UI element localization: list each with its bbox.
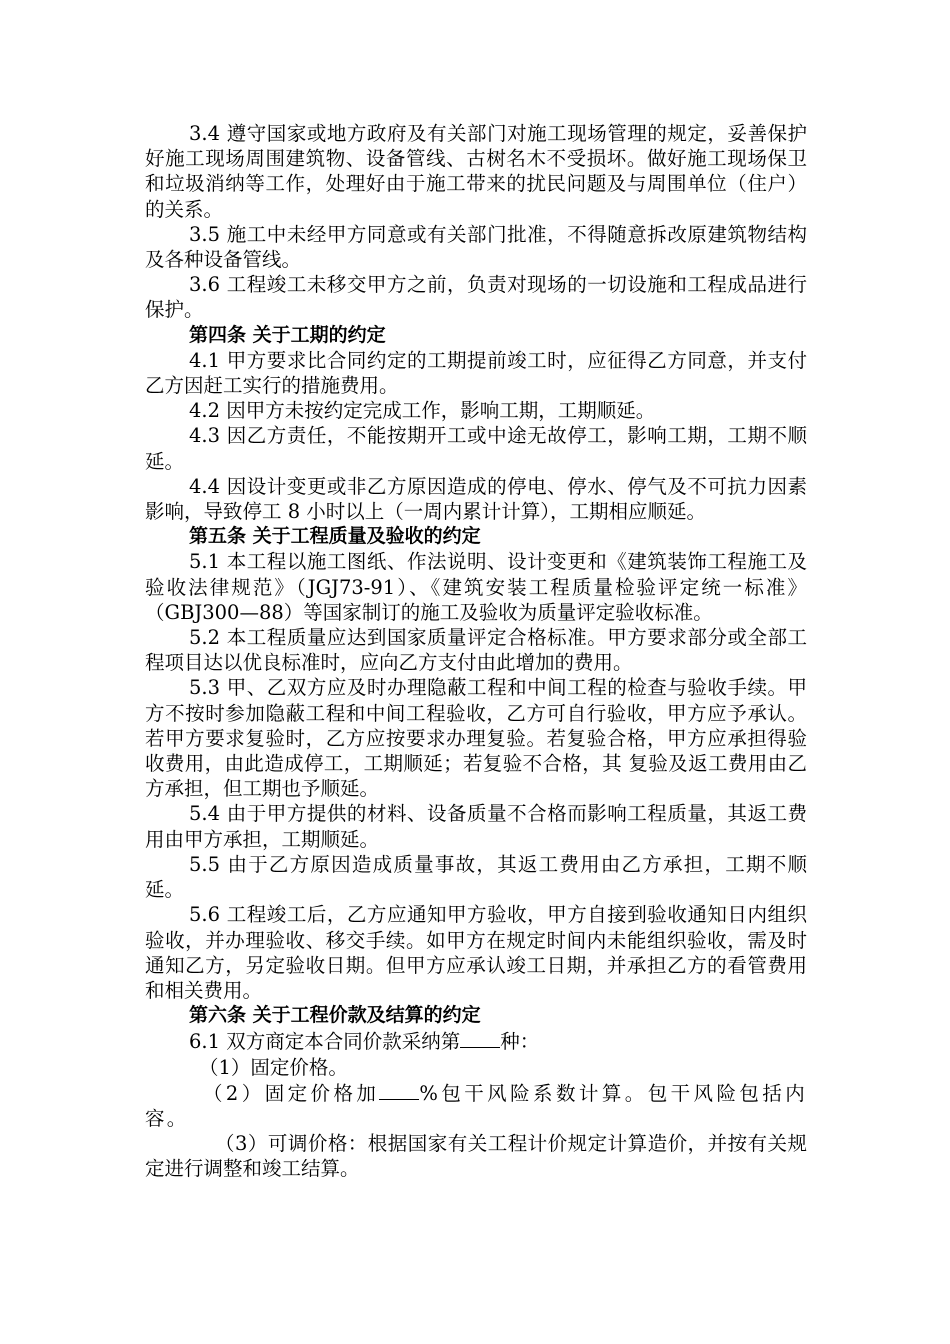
clause-3-5: 3.5 施工中未经甲方同意或有关部门批准，不得随意拆改原建筑物结构及各种设备管线。	[145, 222, 807, 272]
clause-5-6: 5.6 工程竣工后，乙方应通知甲方验收，甲方自接到验收通知日内组织验收，并办理验收、移交手续。如甲方在规定时间内未能组织验收，需及时通知乙方，另定验收日期。但甲方应承认竣工日期，并承担乙方的看管费用和相关费用。	[145, 903, 807, 1002]
clause-5-3: 5.3 甲、乙双方应及时办理隐蔽工程和中间工程的检查与验收手续。甲方不按时参加隐蔽工程和中间工程验收，乙方可自行验收，甲方应予承认。若甲方要求复验时，乙方应按要求办理复验。若复验合格，甲方应承担得验收费用，由此造成停工，工期顺延；若复验不合格，其 复验及返工费用由乙方承担，但工期也予顺延。	[145, 676, 807, 801]
clause-6-1-suffix: 种：	[500, 1030, 540, 1054]
fill-in-blank[interactable]	[379, 1080, 419, 1100]
article-6-heading: 第六条 关于工程价款及结算的约定	[189, 1004, 481, 1027]
price-option-2	[145, 1080, 807, 1131]
article-5-heading: 第五条 关于工程质量及验收的约定	[189, 525, 481, 548]
clause-5-2: 5.2 本工程质量应达到国家质量评定合格标准。甲方要求部分或全部工程项目达以优良标准时，应向乙方支付由此增加的费用。	[145, 626, 807, 675]
document-page	[145, 121, 807, 1182]
clause-4-4: 4.4 因设计变更或非乙方原因造成的停电、停水、停气及不可抗力因素影响，导致停工 8 小时以上（一周内累计计算），工期相应顺延。	[145, 474, 807, 524]
clause-4-1: 4.1 甲方要求比合同约定的工期提前竣工时，应征得乙方同意，并支付乙方因赶工实行的措施费用。	[145, 348, 807, 398]
clause-3-4: 3.4 遵守国家或地方政府及有关部门对施工现场管理的规定，妥善保护好施工现场周围建筑物、设备管线、古树名木不受损坏。做好施工现场保卫和垃圾消纳等工作，处理好由于施工带来的扰民问题及与周围单位（住户）的关系。	[145, 122, 807, 221]
clause-5-5: 5.5 由于乙方原因造成质量事故，其返工费用由乙方承担，工期不顺延。	[145, 852, 807, 902]
clause-3-6: 3.6 工程竣工未移交甲方之前，负责对现场的一切设施和工程成品进行保护。	[145, 273, 807, 322]
clause-4-3: 4.3 因乙方责任，不能按期开工或中途无故停工，影响工期，工期不顺延。	[145, 424, 807, 473]
price-option-2-suffix: %包干风险系数计算。包干风险包括内容。	[145, 1081, 807, 1130]
price-option-3: （3）可调价格：根据国家有关工程计价规定计算造价，并按有关规定进行调整和竣工结算。	[145, 1132, 807, 1181]
price-option-1: （1）固定价格。	[199, 1055, 348, 1079]
price-option-2-text: （2）固定价格加	[203, 1081, 380, 1105]
clause-4-2: 4.2 因甲方未按约定完成工作，影响工期，工期顺延。	[189, 399, 656, 423]
clause-5-1: 5.1 本工程以施工图纸、作法说明、设计变更和《建筑装饰工程施工及验收法律规范》（JGJ73-91）、《建筑安装工程质量检验评定统一标准》（GBJ300—88）等国家制订的施工及验收为质量评定验收标准。	[145, 550, 807, 624]
article-4-heading: 第四条 关于工期的约定	[189, 323, 386, 346]
clause-6-1-text: 6.1 双方商定本合同价款采纳第	[189, 1030, 461, 1054]
fill-in-blank[interactable]	[460, 1028, 500, 1048]
clause-5-4: 5.4 由于甲方提供的材料、设备质量不合格而影响工程质量，其返工费用由甲方承担，工期顺延。	[145, 802, 807, 851]
clause-6-1	[145, 1028, 807, 1054]
